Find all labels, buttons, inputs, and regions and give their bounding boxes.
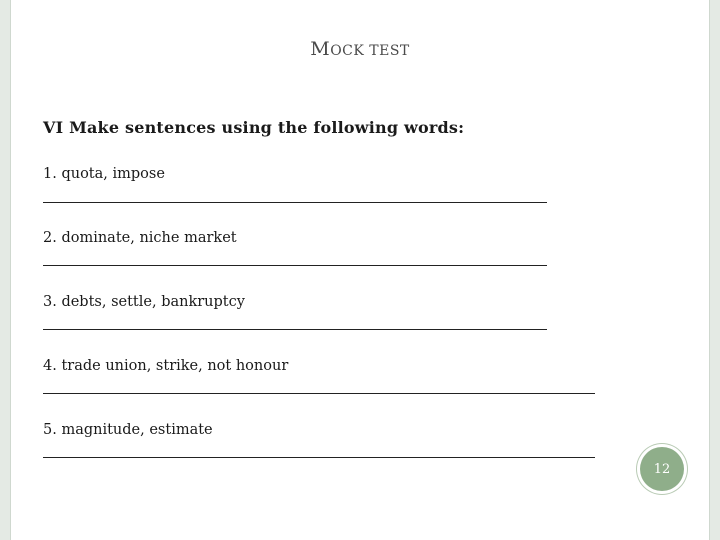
answer-line-2 xyxy=(43,265,547,266)
exercise-item-2: 2. dominate, niche market xyxy=(43,230,237,246)
title-initial: M xyxy=(310,38,331,60)
slide-title xyxy=(0,38,720,60)
answer-line-3 xyxy=(43,329,547,330)
answer-line-5 xyxy=(43,457,595,458)
instruction-heading: VI Make sentences using the following words: xyxy=(43,118,465,137)
left-border-line xyxy=(10,0,11,540)
right-border-line xyxy=(709,0,710,540)
answer-line-4 xyxy=(43,393,595,394)
title-rest: OCK TEST xyxy=(330,43,410,59)
exercise-item-4: 4. trade union, strike, not honour xyxy=(43,358,289,374)
exercise-item-5: 5. magnitude, estimate xyxy=(43,422,213,438)
exercise-item-3: 3. debts, settle, bankruptcy xyxy=(43,294,245,310)
exercise-item-1: 1. quota, impose xyxy=(43,166,165,182)
page-number-badge: 12 xyxy=(640,447,684,491)
answer-line-1 xyxy=(43,202,547,203)
